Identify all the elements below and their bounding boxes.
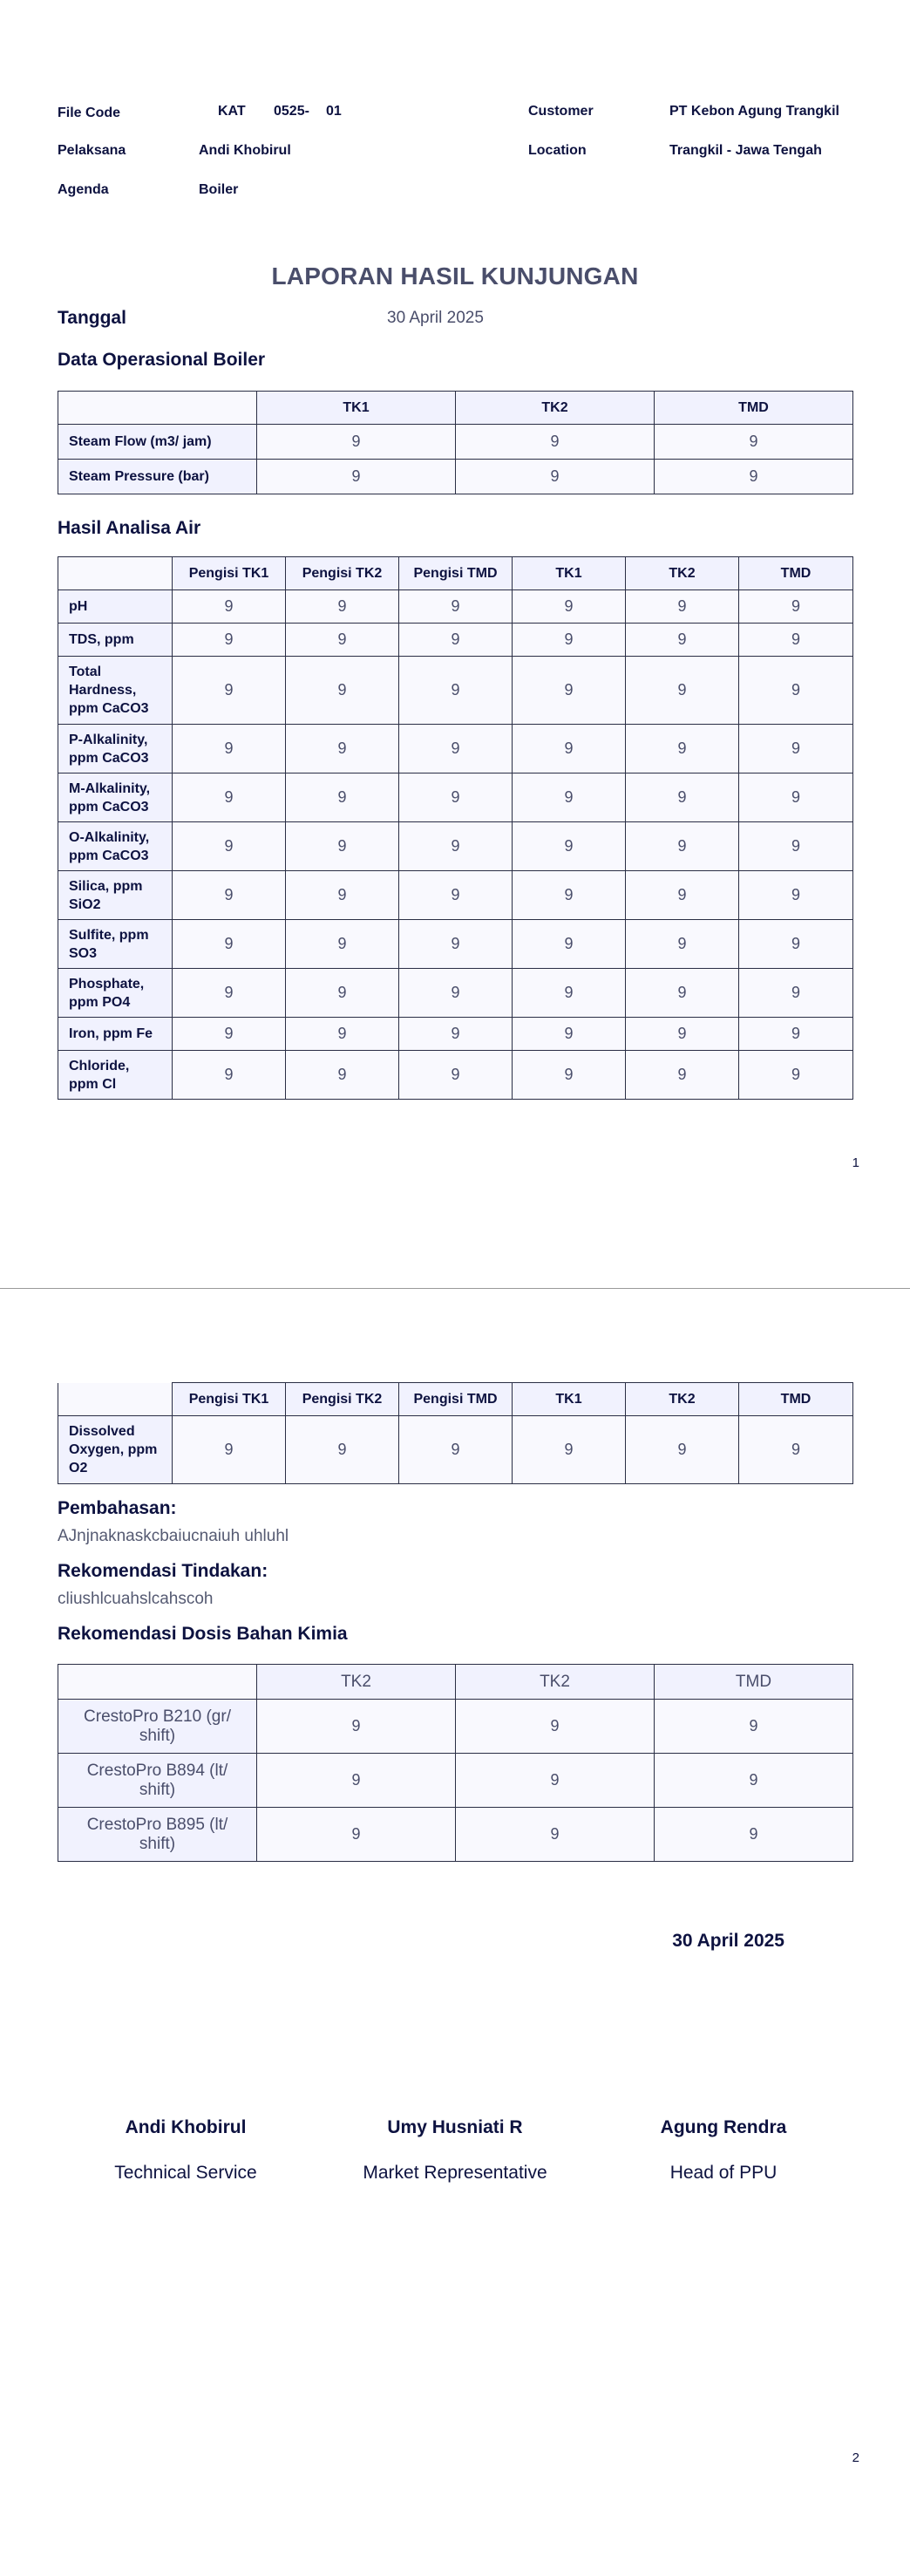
- table-cell: 9: [286, 590, 399, 624]
- table-cell: 9: [739, 1018, 853, 1051]
- rekomendasi-tindakan-text: cliushlcuahslcahscoh: [58, 1590, 214, 1608]
- water-col-header-blank: [58, 557, 173, 590]
- signature-date: 30 April 2025: [672, 1931, 784, 1951]
- table-cell: 9: [173, 920, 286, 969]
- water-analysis-table: [58, 556, 853, 1100]
- table-cell: 9: [399, 657, 513, 725]
- customer-value: PT Kebon Agung Trangkil: [669, 104, 839, 119]
- water-col-header: Pengisi TK1: [173, 1383, 286, 1416]
- boiler-col-header: TMD: [655, 392, 853, 425]
- table-cell: 9: [739, 1416, 853, 1484]
- table-cell: 9: [739, 590, 853, 624]
- table-cell: 9: [626, 1018, 739, 1051]
- pelaksana-value: Andi Khobirul: [199, 143, 291, 158]
- agenda-value: Boiler: [199, 182, 239, 197]
- table-cell: 9: [257, 425, 456, 460]
- table-cell: 9: [513, 590, 626, 624]
- table-row: [58, 920, 853, 969]
- table-row: [58, 425, 853, 460]
- table-cell: 9: [655, 1808, 853, 1862]
- table-cell: 9: [286, 725, 399, 773]
- dosis-table: [58, 1664, 853, 1862]
- dosis-col-header-blank: [58, 1665, 257, 1700]
- table-row: [58, 822, 853, 871]
- table-cell: 9: [173, 657, 286, 725]
- row-label: Phosphate, ppm PO4: [58, 969, 173, 1018]
- water-col-header: Pengisi TK2: [286, 557, 399, 590]
- table-cell: 9: [173, 871, 286, 920]
- table-row: [58, 725, 853, 773]
- table-cell: 9: [513, 920, 626, 969]
- table-cell: 9: [257, 1754, 456, 1808]
- table-cell: 9: [513, 1051, 626, 1100]
- chemical-label: CrestoPro B894 (lt/ shift): [58, 1754, 257, 1808]
- table-cell: 9: [655, 425, 853, 460]
- table-cell: 9: [399, 920, 513, 969]
- signer-block: [55, 2117, 316, 2184]
- table-cell: 9: [655, 460, 853, 494]
- table-cell: 9: [257, 1808, 456, 1862]
- boiler-col-header: TK2: [456, 392, 655, 425]
- table-cell: 9: [399, 773, 513, 822]
- table-row: [58, 969, 853, 1018]
- table-cell: 9: [456, 1700, 655, 1754]
- table-cell: 9: [399, 1018, 513, 1051]
- file-code-part-3: 01: [326, 104, 342, 119]
- table-cell: 9: [173, 1416, 286, 1484]
- boiler-table: [58, 391, 853, 494]
- table-cell: 9: [513, 725, 626, 773]
- agenda-label: Agenda: [58, 182, 109, 197]
- table-cell: 9: [739, 920, 853, 969]
- chemical-label: CrestoPro B895 (lt/ shift): [58, 1808, 257, 1862]
- table-cell: 9: [286, 969, 399, 1018]
- signer-block: [593, 2117, 854, 2184]
- table-row: [58, 773, 853, 822]
- table-cell: 9: [626, 624, 739, 657]
- page-2: [0, 1291, 910, 2576]
- boiler-col-header-blank: [58, 392, 257, 425]
- page-number: 1: [852, 1155, 859, 1170]
- water-col-header-blank: [58, 1383, 173, 1416]
- table-cell: 9: [626, 1051, 739, 1100]
- row-label: Silica, ppm SiO2: [58, 871, 173, 920]
- table-cell: 9: [655, 1700, 853, 1754]
- water-table-body: [58, 590, 853, 1100]
- signer-role: Head of PPU: [669, 2163, 778, 2183]
- table-cell: 9: [456, 425, 655, 460]
- table-row: [58, 871, 853, 920]
- file-code-part-2: 0525-: [274, 104, 309, 119]
- dosis-col-header: TK2: [456, 1665, 655, 1700]
- table-cell: 9: [286, 624, 399, 657]
- dosis-col-header: TK2: [257, 1665, 456, 1700]
- rekomendasi-tindakan-title: Rekomendasi Tindakan:: [58, 1561, 268, 1581]
- file-code-part-1: KAT: [218, 104, 246, 119]
- table-cell: 9: [286, 1051, 399, 1100]
- file-code-label: File Code: [58, 106, 121, 120]
- customer-label: Customer: [528, 104, 594, 119]
- chemical-label: CrestoPro B210 (gr/ shift): [58, 1700, 257, 1754]
- table-cell: 9: [626, 871, 739, 920]
- row-label: P-Alkalinity, ppm CaCO3: [58, 725, 173, 773]
- water-col-header: Pengisi TK1: [173, 557, 286, 590]
- location-label: Location: [528, 143, 587, 158]
- tanggal-value: 30 April 2025: [387, 309, 484, 327]
- water-col-header: TK1: [513, 1383, 626, 1416]
- table-cell: 9: [655, 1754, 853, 1808]
- table-row: [58, 624, 853, 657]
- water-col-header: Pengisi TMD: [399, 1383, 513, 1416]
- table-cell: 9: [739, 773, 853, 822]
- water-table-header: [58, 557, 853, 590]
- table-cell: 9: [513, 657, 626, 725]
- table-cell: 9: [513, 871, 626, 920]
- table-row: [58, 1700, 853, 1754]
- signer-role: Market Representative: [363, 2163, 547, 2183]
- water-col-header: TK2: [626, 557, 739, 590]
- row-label: Steam Flow (m3/ jam): [58, 425, 257, 460]
- table-cell: 9: [173, 590, 286, 624]
- pembahasan-text: AJnjnaknaskcbaiucnaiuh uhluhl: [58, 1527, 289, 1545]
- table-row: [58, 1416, 853, 1484]
- row-label: M-Alkalinity, ppm CaCO3: [58, 773, 173, 822]
- table-cell: 9: [513, 773, 626, 822]
- table-cell: 9: [173, 1018, 286, 1051]
- table-cell: 9: [739, 1051, 853, 1100]
- table-cell: 9: [286, 1416, 399, 1484]
- water-analysis-table-continued: [58, 1382, 853, 1484]
- page-divider: [0, 1288, 910, 1289]
- table-row: [58, 460, 853, 494]
- table-cell: 9: [739, 871, 853, 920]
- table-cell: 9: [257, 460, 456, 494]
- water-section-title: Hasil Analisa Air: [58, 518, 201, 538]
- table-cell: 9: [626, 969, 739, 1018]
- table-cell: 9: [739, 969, 853, 1018]
- row-label: Total Hardness, ppm CaCO3: [58, 657, 173, 725]
- dosis-col-header: TMD: [655, 1665, 853, 1700]
- table-cell: 9: [739, 657, 853, 725]
- table-cell: 9: [257, 1700, 456, 1754]
- table-cell: 9: [626, 920, 739, 969]
- table-cell: 9: [173, 624, 286, 657]
- page-number: 2: [852, 2450, 859, 2465]
- table-cell: 9: [626, 1416, 739, 1484]
- water-col-header: TMD: [739, 1383, 853, 1416]
- row-label: Steam Pressure (bar): [58, 460, 257, 494]
- table-cell: 9: [399, 1051, 513, 1100]
- pembahasan-title: Pembahasan:: [58, 1498, 177, 1518]
- water-col-header: TK1: [513, 557, 626, 590]
- table-row: [58, 590, 853, 624]
- table-row: [58, 1754, 853, 1808]
- signer-name: Andi Khobirul: [125, 2117, 247, 2137]
- signer-name: Umy Husniati R: [387, 2117, 523, 2137]
- row-label: O-Alkalinity, ppm CaCO3: [58, 822, 173, 871]
- report-title: LAPORAN HASIL KUNJUNGAN: [271, 262, 639, 290]
- table-cell: 9: [739, 624, 853, 657]
- tanggal-label: Tanggal: [58, 308, 126, 328]
- water-col-header: TMD: [739, 557, 853, 590]
- table-cell: 9: [513, 822, 626, 871]
- signer-block: [324, 2117, 586, 2184]
- table-cell: 9: [513, 1416, 626, 1484]
- signer-role: Technical Service: [114, 2163, 257, 2183]
- table-cell: 9: [173, 822, 286, 871]
- water-col-header: TK2: [626, 1383, 739, 1416]
- row-label: Sulfite, ppm SO3: [58, 920, 173, 969]
- table-cell: 9: [626, 590, 739, 624]
- table-cell: 9: [739, 822, 853, 871]
- boiler-table-header: [58, 392, 853, 425]
- table-row: [58, 1808, 853, 1862]
- table-cell: 9: [286, 773, 399, 822]
- boiler-col-header: TK1: [257, 392, 456, 425]
- signer-name: Agung Rendra: [660, 2117, 787, 2137]
- table-cell: 9: [626, 773, 739, 822]
- table-cell: 9: [399, 1416, 513, 1484]
- water-table-header: [58, 1383, 853, 1416]
- row-label: Dissolved Oxygen, ppm O2: [58, 1416, 173, 1484]
- pelaksana-label: Pelaksana: [58, 143, 126, 158]
- table-cell: 9: [399, 590, 513, 624]
- dosis-table-header: [58, 1665, 853, 1700]
- table-cell: 9: [399, 822, 513, 871]
- table-cell: 9: [626, 725, 739, 773]
- row-label: Iron, ppm Fe: [58, 1018, 173, 1051]
- table-cell: 9: [286, 1018, 399, 1051]
- table-cell: 9: [456, 1754, 655, 1808]
- table-cell: 9: [513, 969, 626, 1018]
- table-cell: 9: [626, 822, 739, 871]
- table-cell: 9: [286, 871, 399, 920]
- table-cell: 9: [173, 725, 286, 773]
- table-cell: 9: [456, 460, 655, 494]
- row-label: pH: [58, 590, 173, 624]
- table-cell: 9: [173, 773, 286, 822]
- table-cell: 9: [286, 920, 399, 969]
- table-cell: 9: [399, 871, 513, 920]
- row-label: TDS, ppm: [58, 624, 173, 657]
- water-col-header: Pengisi TMD: [399, 557, 513, 590]
- table-cell: 9: [626, 657, 739, 725]
- table-cell: 9: [513, 624, 626, 657]
- table-cell: 9: [173, 969, 286, 1018]
- table-cell: 9: [456, 1808, 655, 1862]
- table-cell: 9: [173, 1051, 286, 1100]
- table-row: [58, 1051, 853, 1100]
- dosis-section-title: Rekomendasi Dosis Bahan Kimia: [58, 1624, 348, 1644]
- table-cell: 9: [739, 725, 853, 773]
- table-cell: 9: [399, 969, 513, 1018]
- water-col-header: Pengisi TK2: [286, 1383, 399, 1416]
- table-cell: 9: [286, 657, 399, 725]
- table-cell: 9: [513, 1018, 626, 1051]
- table-cell: 9: [286, 822, 399, 871]
- row-label: Chloride, ppm Cl: [58, 1051, 173, 1100]
- table-cell: 9: [399, 624, 513, 657]
- table-row: [58, 1018, 853, 1051]
- table-row: [58, 657, 853, 725]
- boiler-section-title: Data Operasional Boiler: [58, 350, 266, 370]
- location-value: Trangkil - Jawa Tengah: [669, 143, 822, 158]
- table-cell: 9: [399, 725, 513, 773]
